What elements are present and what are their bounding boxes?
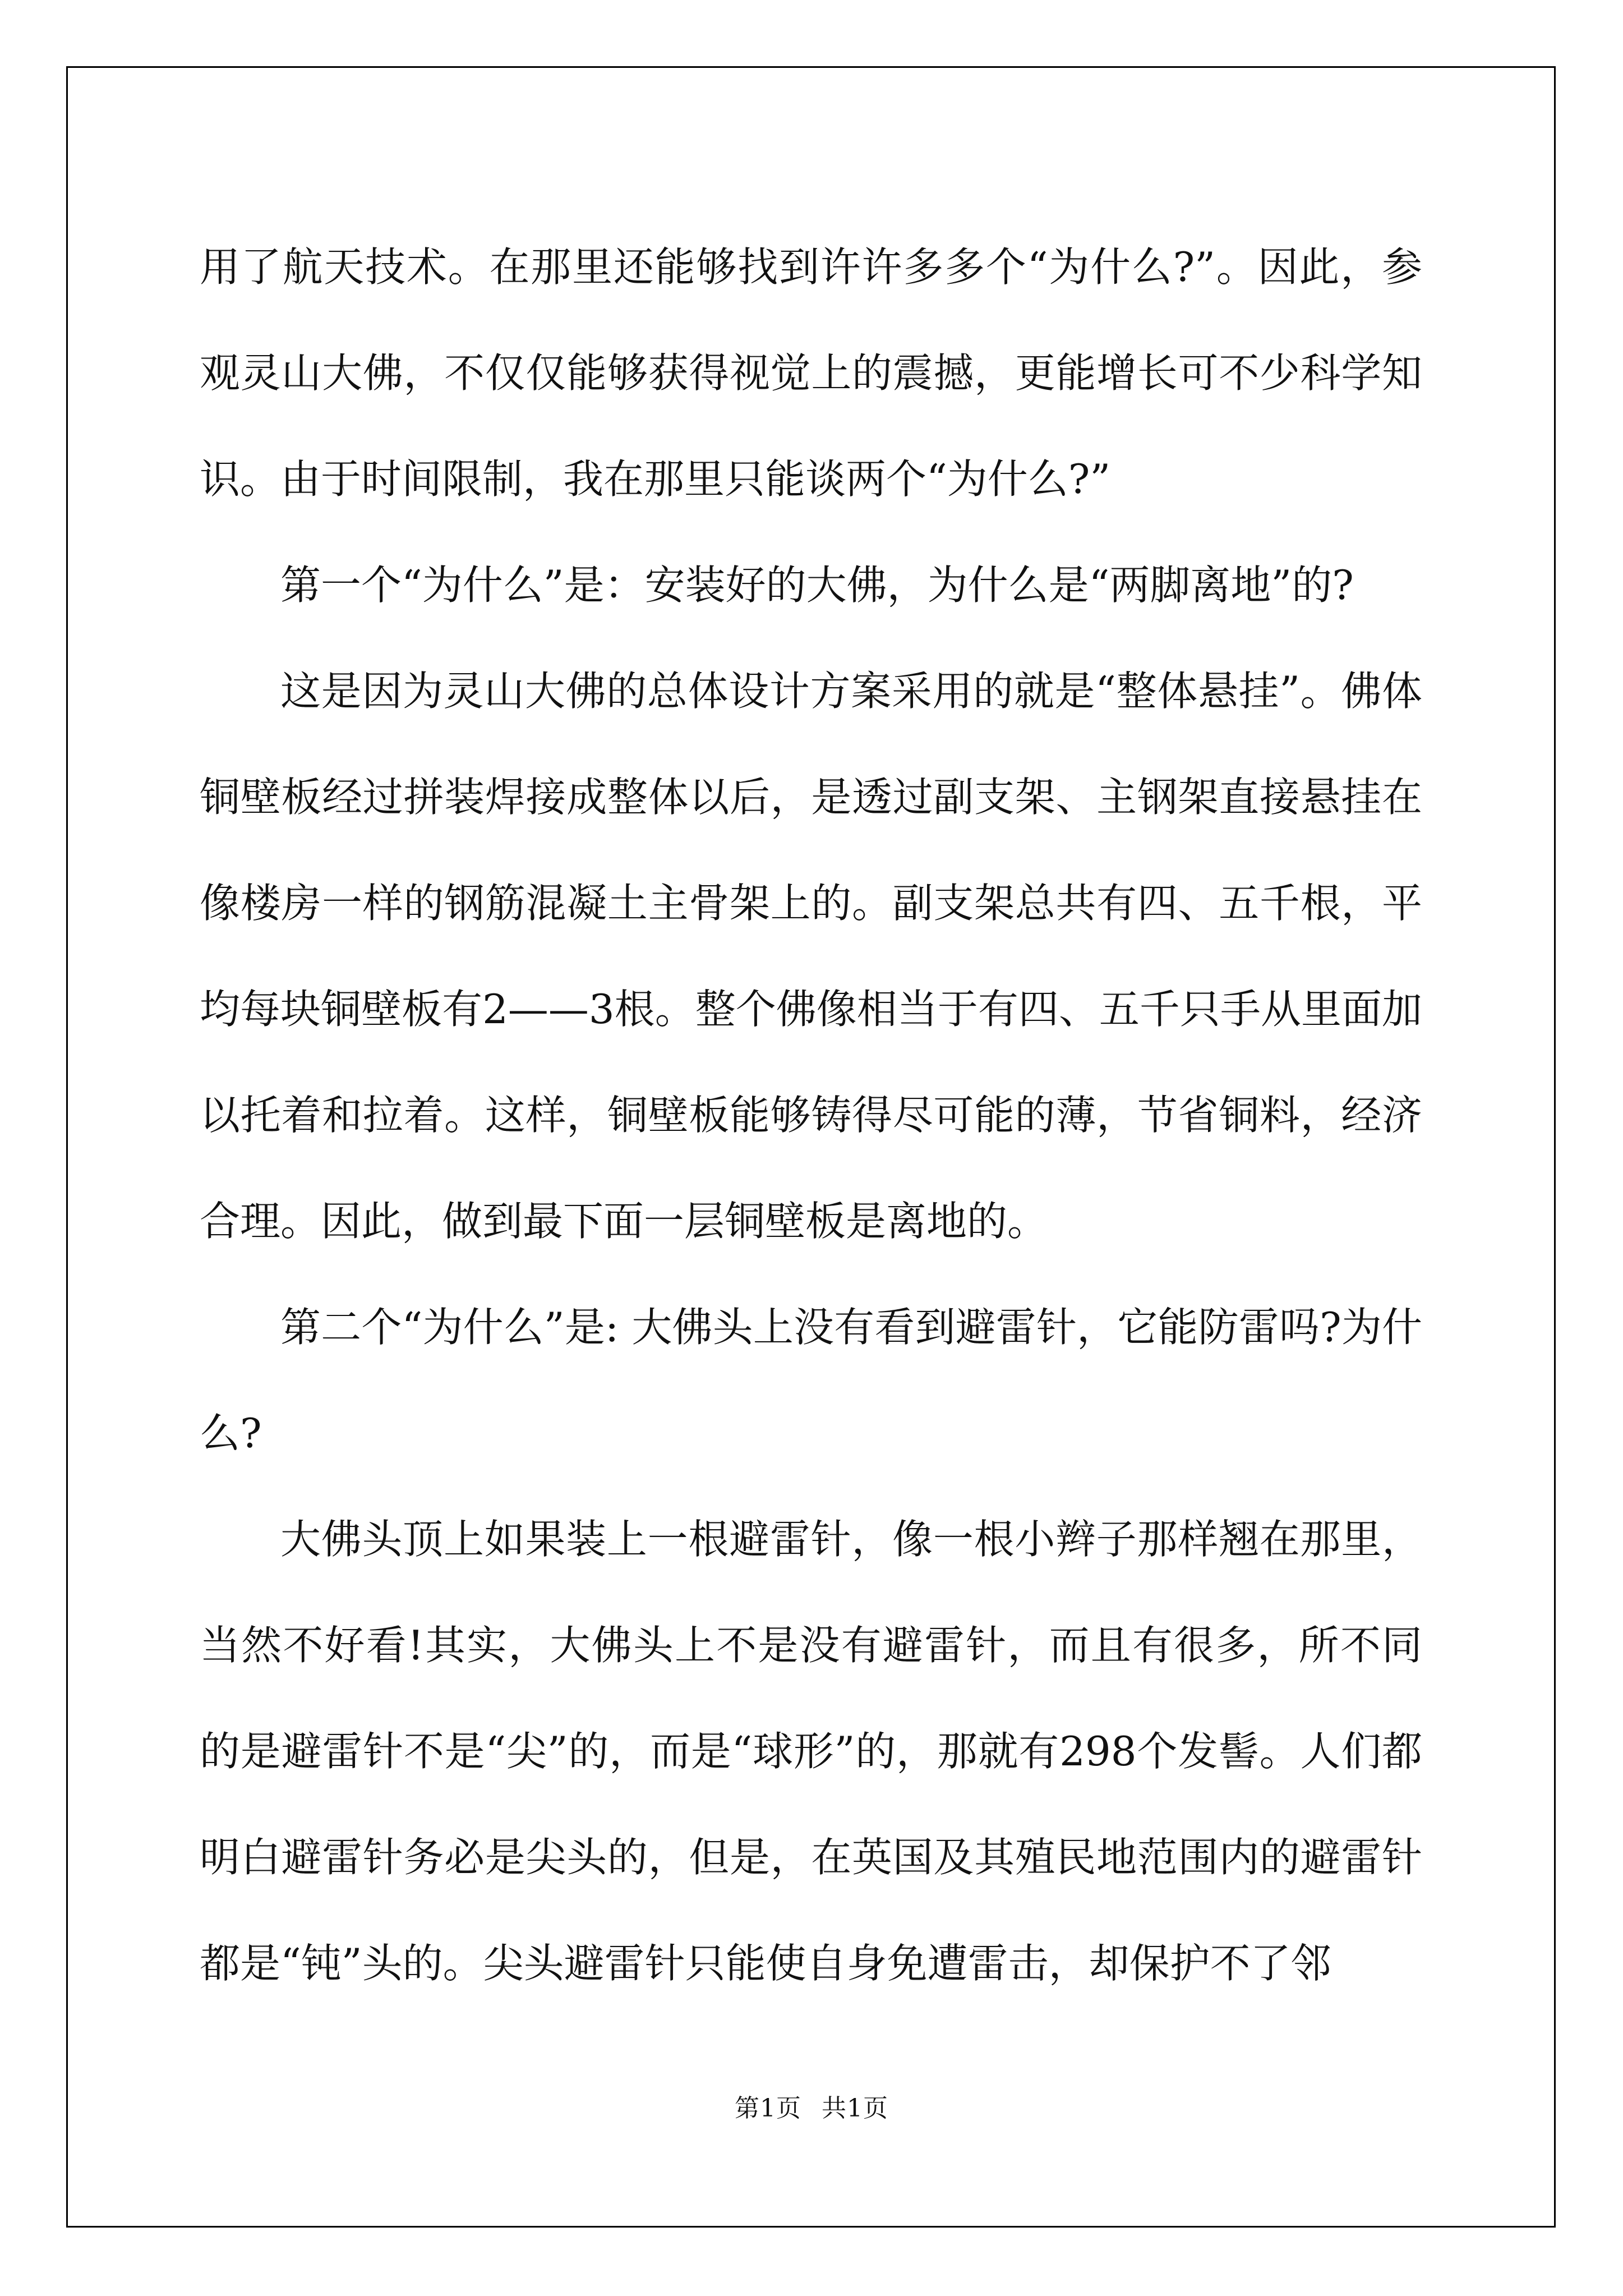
page-number: 第1页 <box>735 2094 801 2123</box>
paragraph-question-one: 第一个“为什么”是：安装好的大佛，为什么是“两脚离地”的? <box>280 562 1354 609</box>
page-footer <box>0 2088 1623 2124</box>
document-body <box>200 214 1422 2017</box>
paragraph-continuation: 用了航天技术。在那里还能够找到许许多多个“为什么?”。因此，参观灵山大佛，不仅仅能够获得视觉上的震撼，更能增长可不少科学知识。由于时间限制，我在那里只能谈两个“为什么?” <box>200 243 1422 503</box>
page-count: 共1页 <box>822 2094 888 2123</box>
paragraph-answer-two: 大佛头顶上如果装上一根避雷针，像一根小辫子那样翘在那里，当然不好看!其实，大佛头上不是没有避雷针，而且有很多，所不同的是避雷针不是“尖”的，而是“球形”的，那就有298个发髻。人们都明白避雷针务必是尖头的，但是，在英国及其殖民地范围内的避雷针都是“钝”头的。尖头避雷针只能使自身免遭雷击，却保护不了邻 <box>200 1516 1422 1987</box>
paragraph-question-two: 第二个“为什么”是: 大佛头上没有看到避雷针，它能防雷吗?为什么? <box>200 1304 1422 1457</box>
paragraph-answer-one: 这是因为灵山大佛的总体设计方案采用的就是“整体悬挂”。佛体铜壁板经过拼装焊接成整体以后，是透过副支架、主钢架直接悬挂在像楼房一样的钢筋混凝土主骨架上的。副支架总共有四、五千根，平均每块铜壁板有2——3根。整个佛像相当于有四、五千只手从里面加以托着和拉着。这样，铜壁板能够铸得尽可能的薄，节省铜料，经济合理。因此，做到最下面一层铜壁板是离地的。 <box>200 668 1422 1245</box>
